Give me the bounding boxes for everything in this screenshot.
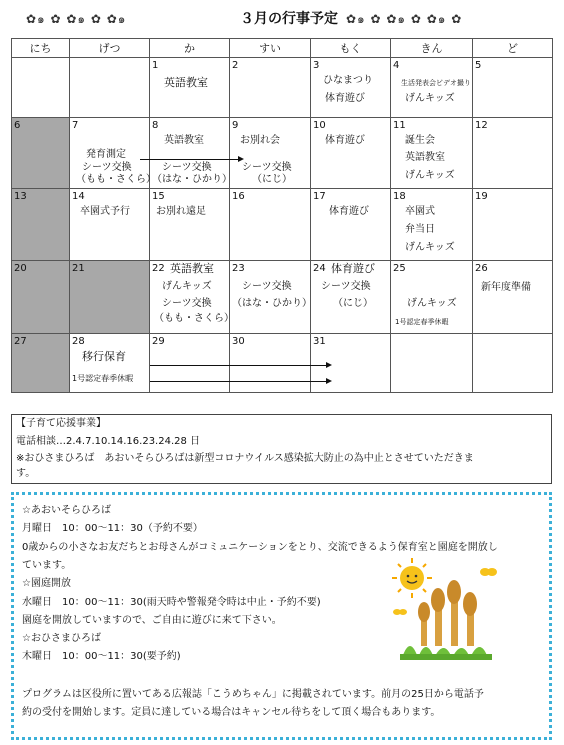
day-cell-empty bbox=[473, 334, 553, 393]
day-number: 26 bbox=[475, 263, 488, 274]
weekday-header-row bbox=[12, 39, 553, 58]
weekday-sat: ど bbox=[473, 39, 553, 58]
day-number: 22 bbox=[152, 263, 165, 274]
event: 誕生会 bbox=[405, 135, 435, 146]
day-cell-empty bbox=[391, 334, 473, 393]
event: 生活発表会ビデオ撮り bbox=[401, 79, 471, 87]
weekday-fri: きん bbox=[391, 39, 473, 58]
cancel-notice-cont: す。 bbox=[16, 468, 36, 479]
day-cell-23 bbox=[230, 261, 311, 334]
day-cell-6 bbox=[12, 118, 70, 189]
event: 体育遊び bbox=[329, 206, 369, 217]
aoisora-time: 月曜日 10：00～11：30（予約不要） bbox=[22, 523, 203, 534]
phone-consultation: 電話相談…2.4.7.10.14.16.23.24.28 日 bbox=[16, 436, 201, 447]
header bbox=[0, 6, 564, 32]
day-cell-22 bbox=[150, 261, 234, 334]
garden-desc: 園庭を開放していますので、ご自由に遊びに来て下さい。 bbox=[22, 615, 282, 626]
event: シーツ交換 bbox=[242, 281, 292, 292]
day-cell-17 bbox=[311, 189, 391, 261]
event: お別れ遠足 bbox=[156, 206, 206, 217]
day-cell-8 bbox=[150, 118, 230, 189]
event: 英語教室 bbox=[164, 76, 208, 89]
event: お別れ会 bbox=[240, 135, 280, 146]
day-cell-10 bbox=[311, 118, 391, 189]
weekday-wed: すい bbox=[230, 39, 311, 58]
day-cell-25 bbox=[391, 261, 473, 334]
weekday-mon: げつ bbox=[70, 39, 150, 58]
arrow-28-to-31-holiday bbox=[150, 381, 330, 382]
aoisora-title: ☆あおいそらひろば bbox=[22, 505, 111, 516]
event: 英語教室 bbox=[170, 262, 214, 275]
day-number: 5 bbox=[475, 60, 482, 71]
day-number: 13 bbox=[14, 191, 27, 202]
day-cell-26 bbox=[473, 261, 553, 334]
aoisora-desc: 0歳からの小さなお友だちとお母さんがコミュニケーションをとり、交流できるよう保育室と園庭を開放し bbox=[22, 542, 498, 553]
day-number: 31 bbox=[313, 336, 326, 347]
event: げんキッズ bbox=[405, 242, 455, 253]
program-note: プログラムは区役所に置いてある広報誌「こうめちゃん」に掲載されています。前月の25日から電話予 bbox=[22, 689, 484, 700]
day-number: 28 bbox=[72, 336, 85, 347]
day-cell-31 bbox=[311, 334, 391, 393]
day-number: 14 bbox=[72, 191, 85, 202]
day-cell-28 bbox=[70, 334, 150, 393]
cancel-notice: ※おひさまひろば あおいそらひろばは新型コロナウイルス感染拡大防止の為中止とさせていただきま bbox=[16, 453, 474, 464]
day-cell-14 bbox=[70, 189, 150, 261]
day-number: 2 bbox=[232, 60, 239, 71]
day-number: 6 bbox=[14, 120, 21, 131]
ohisama-title: ☆おひさまひろば bbox=[22, 633, 101, 644]
event: 発育測定 bbox=[86, 149, 126, 160]
day-number: 9 bbox=[232, 120, 239, 131]
sun-horsetail-illustration bbox=[388, 554, 500, 664]
event: シーツ交換 bbox=[242, 162, 292, 173]
day-cell-24 bbox=[311, 261, 391, 334]
day-number: 20 bbox=[14, 263, 27, 274]
week-row-4 bbox=[12, 261, 553, 334]
event: 英語教室 bbox=[405, 152, 445, 163]
week-row-3 bbox=[12, 189, 553, 261]
day-number: 21 bbox=[72, 263, 85, 274]
event: シーツ交換 bbox=[162, 162, 212, 173]
grass-icon bbox=[400, 646, 492, 660]
event: （はな・ひかり） bbox=[152, 174, 232, 185]
day-cell-12 bbox=[473, 118, 553, 189]
day-number: 29 bbox=[152, 336, 165, 347]
day-number: 24 bbox=[313, 263, 326, 274]
day-cell-5 bbox=[473, 58, 553, 118]
program-note-cont: 約の受付を開始します。定員に達している場合はキャンセル待ちをして頂く場合もあります。 bbox=[22, 707, 441, 718]
day-cell-4 bbox=[391, 58, 473, 118]
support-heading: 【子育て応援事業】 bbox=[16, 418, 106, 429]
sun-icon bbox=[392, 558, 432, 598]
day-cell-empty bbox=[70, 58, 150, 118]
day-number: 3 bbox=[313, 60, 320, 71]
day-cell-15 bbox=[150, 189, 230, 261]
event: シーツ交換 bbox=[162, 298, 212, 309]
week-row-2 bbox=[12, 118, 553, 189]
ohisama-time: 木曜日 10：00～11：30(要予約) bbox=[22, 651, 181, 662]
day-cell-7 bbox=[70, 118, 156, 189]
event: 体育遊び bbox=[331, 262, 375, 275]
arrow-28-to-31 bbox=[150, 365, 330, 366]
day-cell-19 bbox=[473, 189, 553, 261]
day-cell-11 bbox=[391, 118, 473, 189]
decorative-border-right: ✿๑ ✿ ✿๑ ✿ ✿๑ ✿ bbox=[346, 12, 463, 26]
day-cell-empty bbox=[12, 58, 70, 118]
arrow-7-to-9 bbox=[140, 159, 242, 160]
weekday-tue: か bbox=[150, 39, 230, 58]
garden-time: 水曜日 10：00～11：30(雨天時や警報発令時は中止・予約不要) bbox=[22, 597, 321, 608]
event: 1号認定春季休暇 bbox=[395, 318, 449, 326]
support-info-box bbox=[11, 414, 552, 484]
event: 移行保育 bbox=[82, 350, 126, 363]
weekday-sun: にち bbox=[12, 39, 70, 58]
week-row-5 bbox=[12, 334, 553, 393]
day-cell-18 bbox=[391, 189, 473, 261]
event: ひなまつり bbox=[323, 75, 373, 86]
day-number: 12 bbox=[475, 120, 488, 131]
page-title: ３月の行事予定 bbox=[240, 11, 338, 27]
event: （はな・ひかり） bbox=[232, 298, 312, 309]
day-number: 16 bbox=[232, 191, 245, 202]
day-cell-20 bbox=[12, 261, 70, 334]
event: げんキッズ bbox=[162, 281, 212, 292]
day-number: 4 bbox=[393, 60, 400, 71]
event: 新年度準備 bbox=[481, 282, 531, 293]
aoisora-desc-cont: ています。 bbox=[22, 560, 72, 571]
event: 卒園式 bbox=[405, 206, 435, 217]
day-cell-27 bbox=[12, 334, 70, 393]
event: シーツ交換 bbox=[82, 162, 132, 173]
event: げんキッズ bbox=[405, 170, 455, 181]
day-cell-3 bbox=[311, 58, 391, 118]
day-cell-2 bbox=[230, 58, 311, 118]
event: シーツ交換 bbox=[321, 281, 371, 292]
day-number: 25 bbox=[393, 263, 406, 274]
day-number: 19 bbox=[475, 191, 488, 202]
event: 卒園式予行 bbox=[80, 206, 130, 217]
garden-title: ☆園庭開放 bbox=[22, 578, 71, 589]
day-number: 15 bbox=[152, 191, 165, 202]
event: （にじ） bbox=[333, 298, 373, 309]
event: 弁当日 bbox=[405, 224, 435, 235]
calendar-table bbox=[11, 38, 553, 393]
day-cell-1 bbox=[150, 58, 230, 118]
day-number: 11 bbox=[393, 120, 406, 131]
event: （もも・さくら） bbox=[154, 313, 234, 324]
day-cell-13 bbox=[12, 189, 70, 261]
day-number: 1 bbox=[152, 60, 159, 71]
event: げんキッズ bbox=[407, 298, 457, 309]
event: 体育遊び bbox=[325, 93, 365, 104]
event: 1号認定春季休暇 bbox=[72, 374, 134, 383]
day-number: 10 bbox=[313, 120, 326, 131]
event: （もも・さくら） bbox=[76, 174, 156, 185]
horsetail-icon bbox=[418, 580, 477, 646]
day-number: 18 bbox=[393, 191, 406, 202]
decorative-border-left: ✿๑ ✿ ✿๑ ✿ ✿๑ bbox=[26, 12, 127, 26]
day-cell-16 bbox=[230, 189, 311, 261]
day-cell-29 bbox=[150, 334, 230, 393]
day-cell-21 bbox=[70, 261, 150, 334]
day-number: 23 bbox=[232, 263, 245, 274]
day-number: 17 bbox=[313, 191, 326, 202]
weekday-thu: もく bbox=[311, 39, 391, 58]
day-cell-9 bbox=[230, 118, 311, 189]
day-number: 30 bbox=[232, 336, 245, 347]
day-number: 27 bbox=[14, 336, 27, 347]
event: 体育遊び bbox=[325, 135, 365, 146]
day-number: 7 bbox=[72, 120, 79, 131]
event: 英語教室 bbox=[164, 135, 204, 146]
week-row-1 bbox=[12, 58, 553, 118]
event: げんキッズ bbox=[405, 93, 455, 104]
day-cell-30 bbox=[230, 334, 311, 393]
event: （にじ） bbox=[252, 174, 292, 185]
day-number: 8 bbox=[152, 120, 159, 131]
